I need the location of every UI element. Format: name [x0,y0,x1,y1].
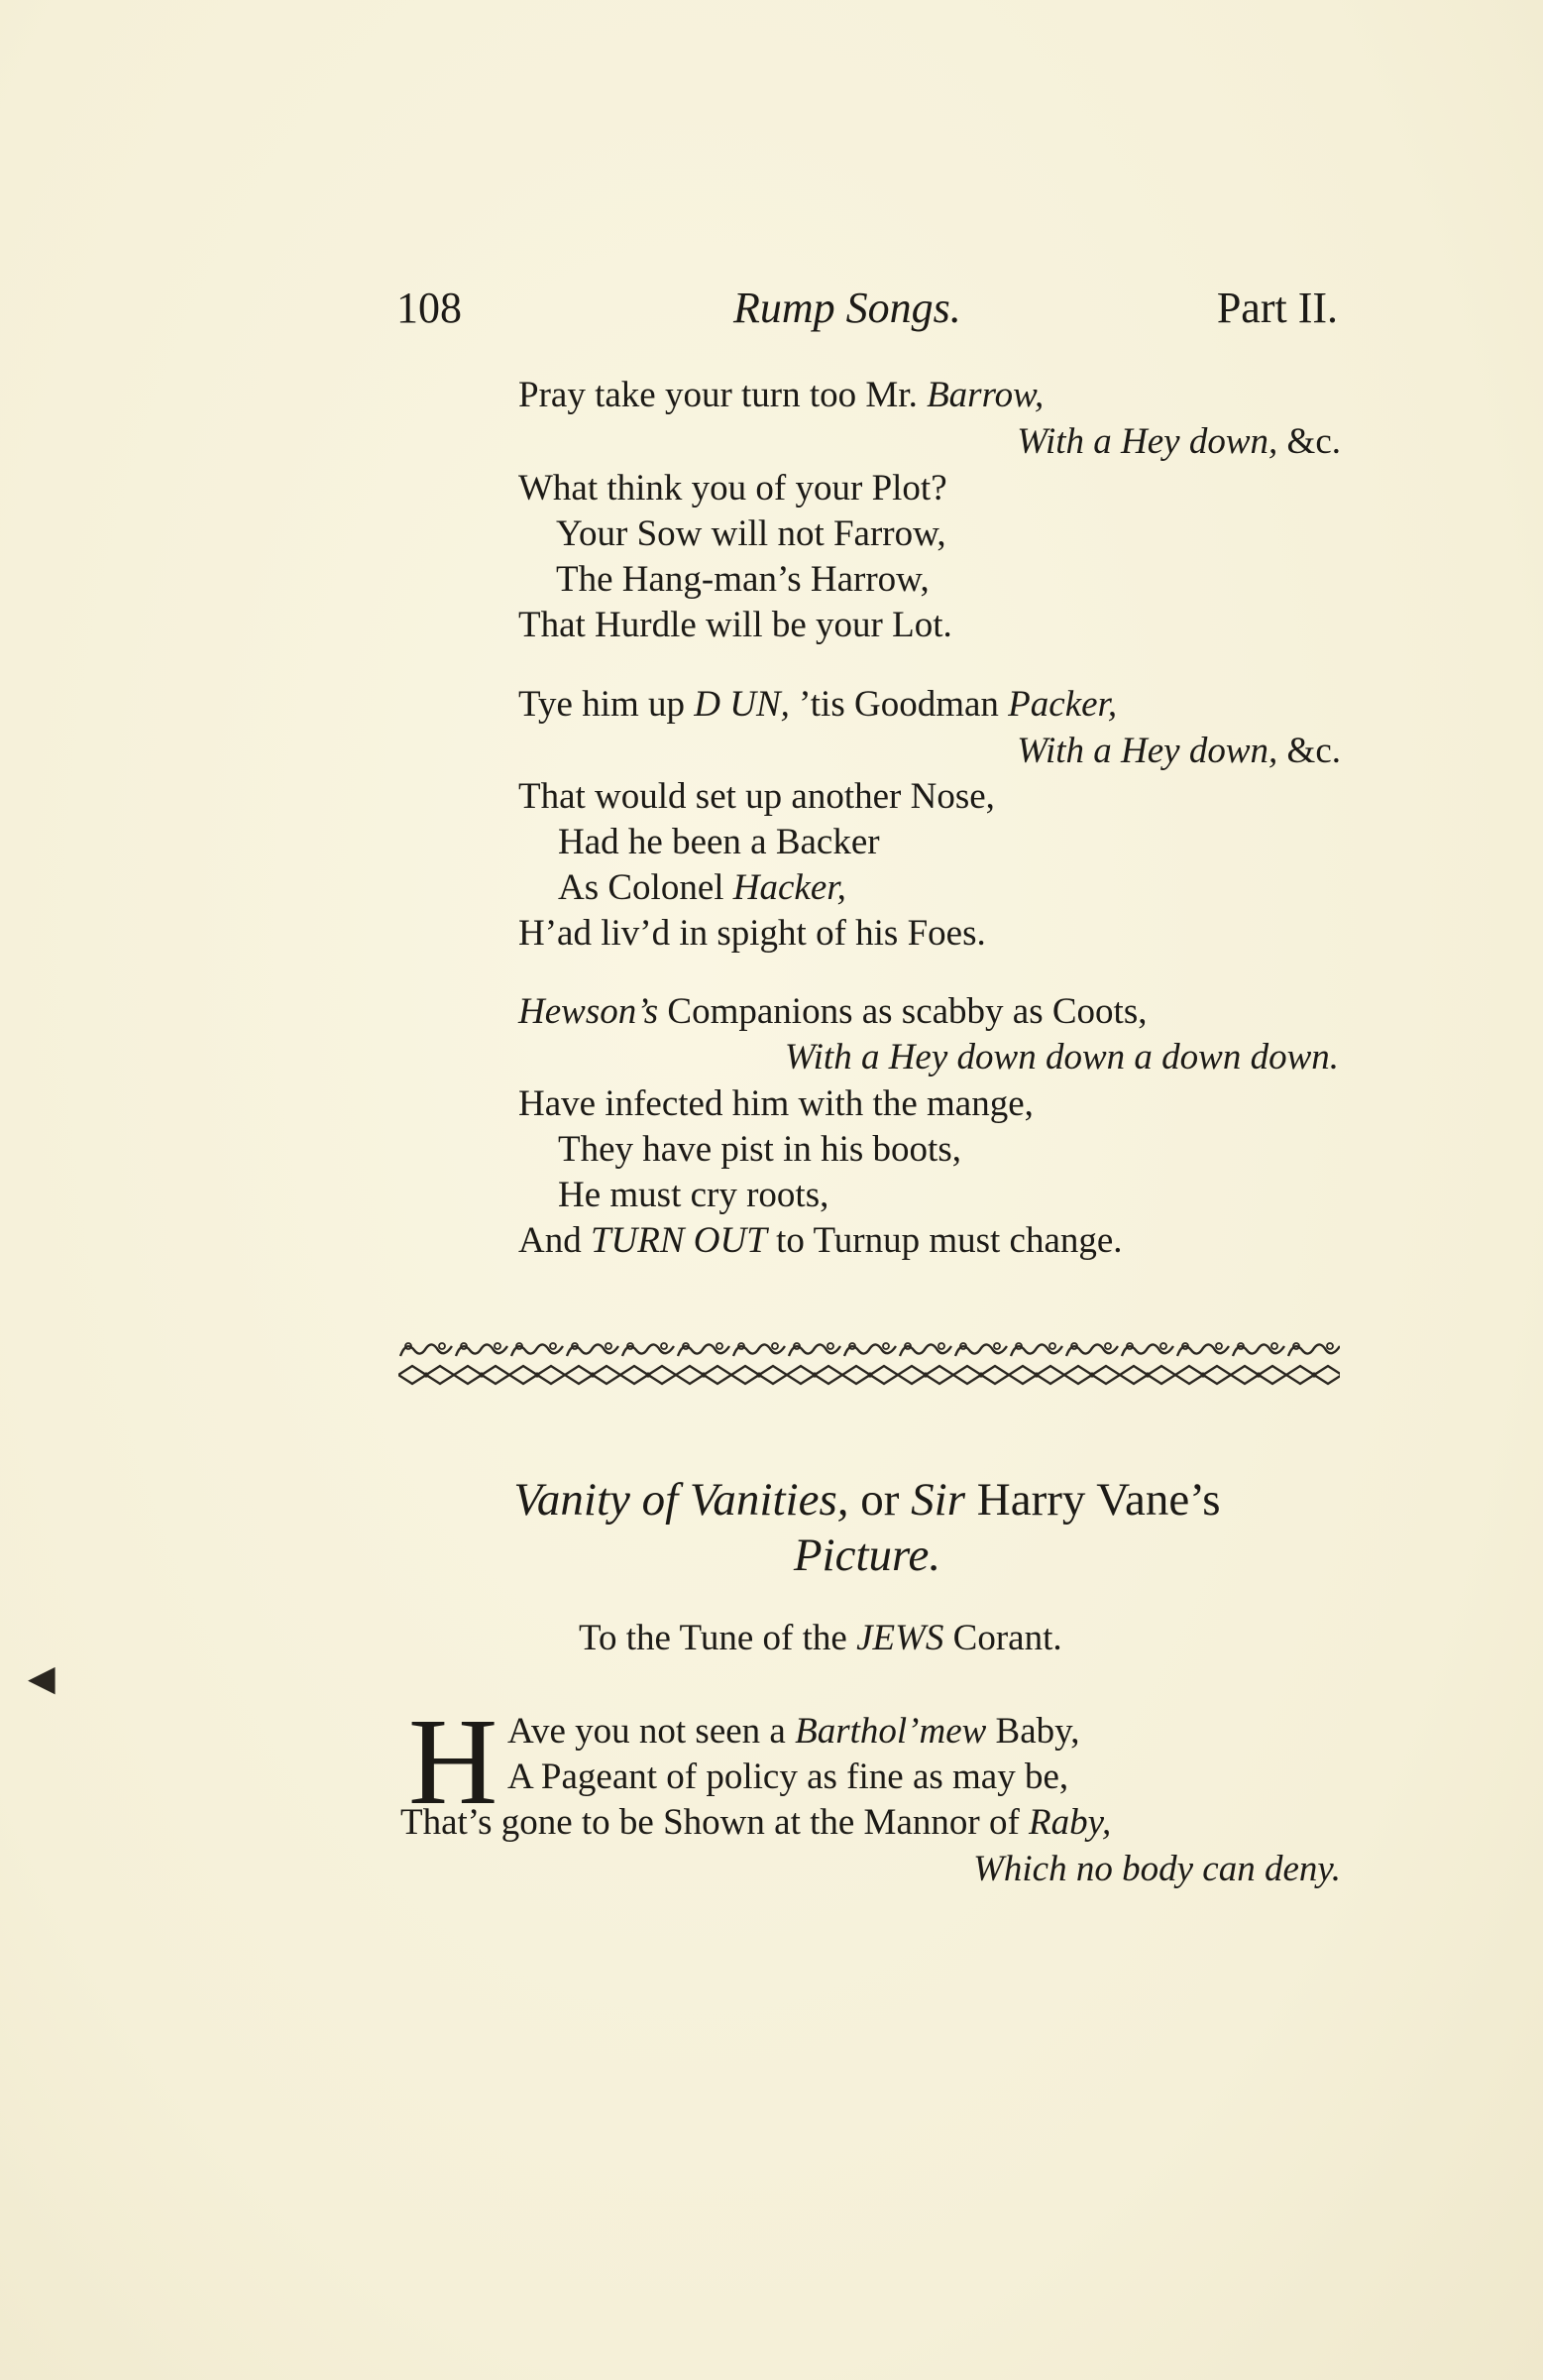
stanza1-line5: The Hang-man’s Harrow, [556,559,930,600]
stanza1-line6: That Hurdle will be your Lot. [518,605,952,645]
song-title-line2: Picture. [793,1530,941,1581]
running-title: Rump Songs. [733,283,961,332]
verse-line1: Ave you not seen a Barthol’mew Baby, [507,1711,1080,1752]
stanza3-line3: Have infected him with the mange, [518,1083,1034,1124]
stanza3-line1: Hewson’s Companions as scabby as Coots, [518,991,1148,1032]
stanza2-line6: H’ad liv’d in spight of his Foes. [518,913,986,954]
ornamental-border [398,1336,1340,1388]
stanza1-line4: Your Sow will not Farrow, [556,513,946,554]
margin-arrow-icon: ◀ [28,1658,55,1698]
drop-cap: H [408,1694,498,1831]
page-number: 108 [396,283,462,332]
verse-line2: A Pageant of policy as fine as may be, [507,1757,1069,1797]
stanza3-line5: He must cry roots, [558,1175,829,1215]
stanza3-line2: With a Hey down down a down down. [784,1037,1339,1077]
stanza2-line1: Tye him up D UN, ’tis Goodman Packer, [518,684,1118,725]
stanza2-line4: Had he been a Backer [558,822,880,862]
song-title-line1: Vanity of Vanities, or Sir Harry Vane’s [513,1474,1221,1526]
stanza1-line3: What think you of your Plot? [518,468,947,509]
stanza2-line5: As Colonel Hacker, [558,867,846,908]
verse-line3: That’s gone to be Shown at the Mannor of Raby, [400,1802,1112,1843]
running-header [396,283,1338,342]
stanza2-line2: With a Hey down, &c. [1017,731,1341,771]
stanza3-line4: They have pist in his boots, [558,1129,961,1170]
stanza3-line6: And TURN OUT to Turnup must change. [518,1220,1123,1261]
part-label: Part II. [1216,283,1338,332]
stanza1-line2: With a Hey down, &c. [1017,421,1341,462]
stanza2-line3: That would set up another Nose, [518,776,995,817]
verse-line4: Which no body can deny. [973,1849,1341,1889]
tune-line: To the Tune of the JEWS Corant. [579,1618,1062,1658]
stanza1-line1: Pray take your turn too Mr. Barrow, [518,375,1045,415]
